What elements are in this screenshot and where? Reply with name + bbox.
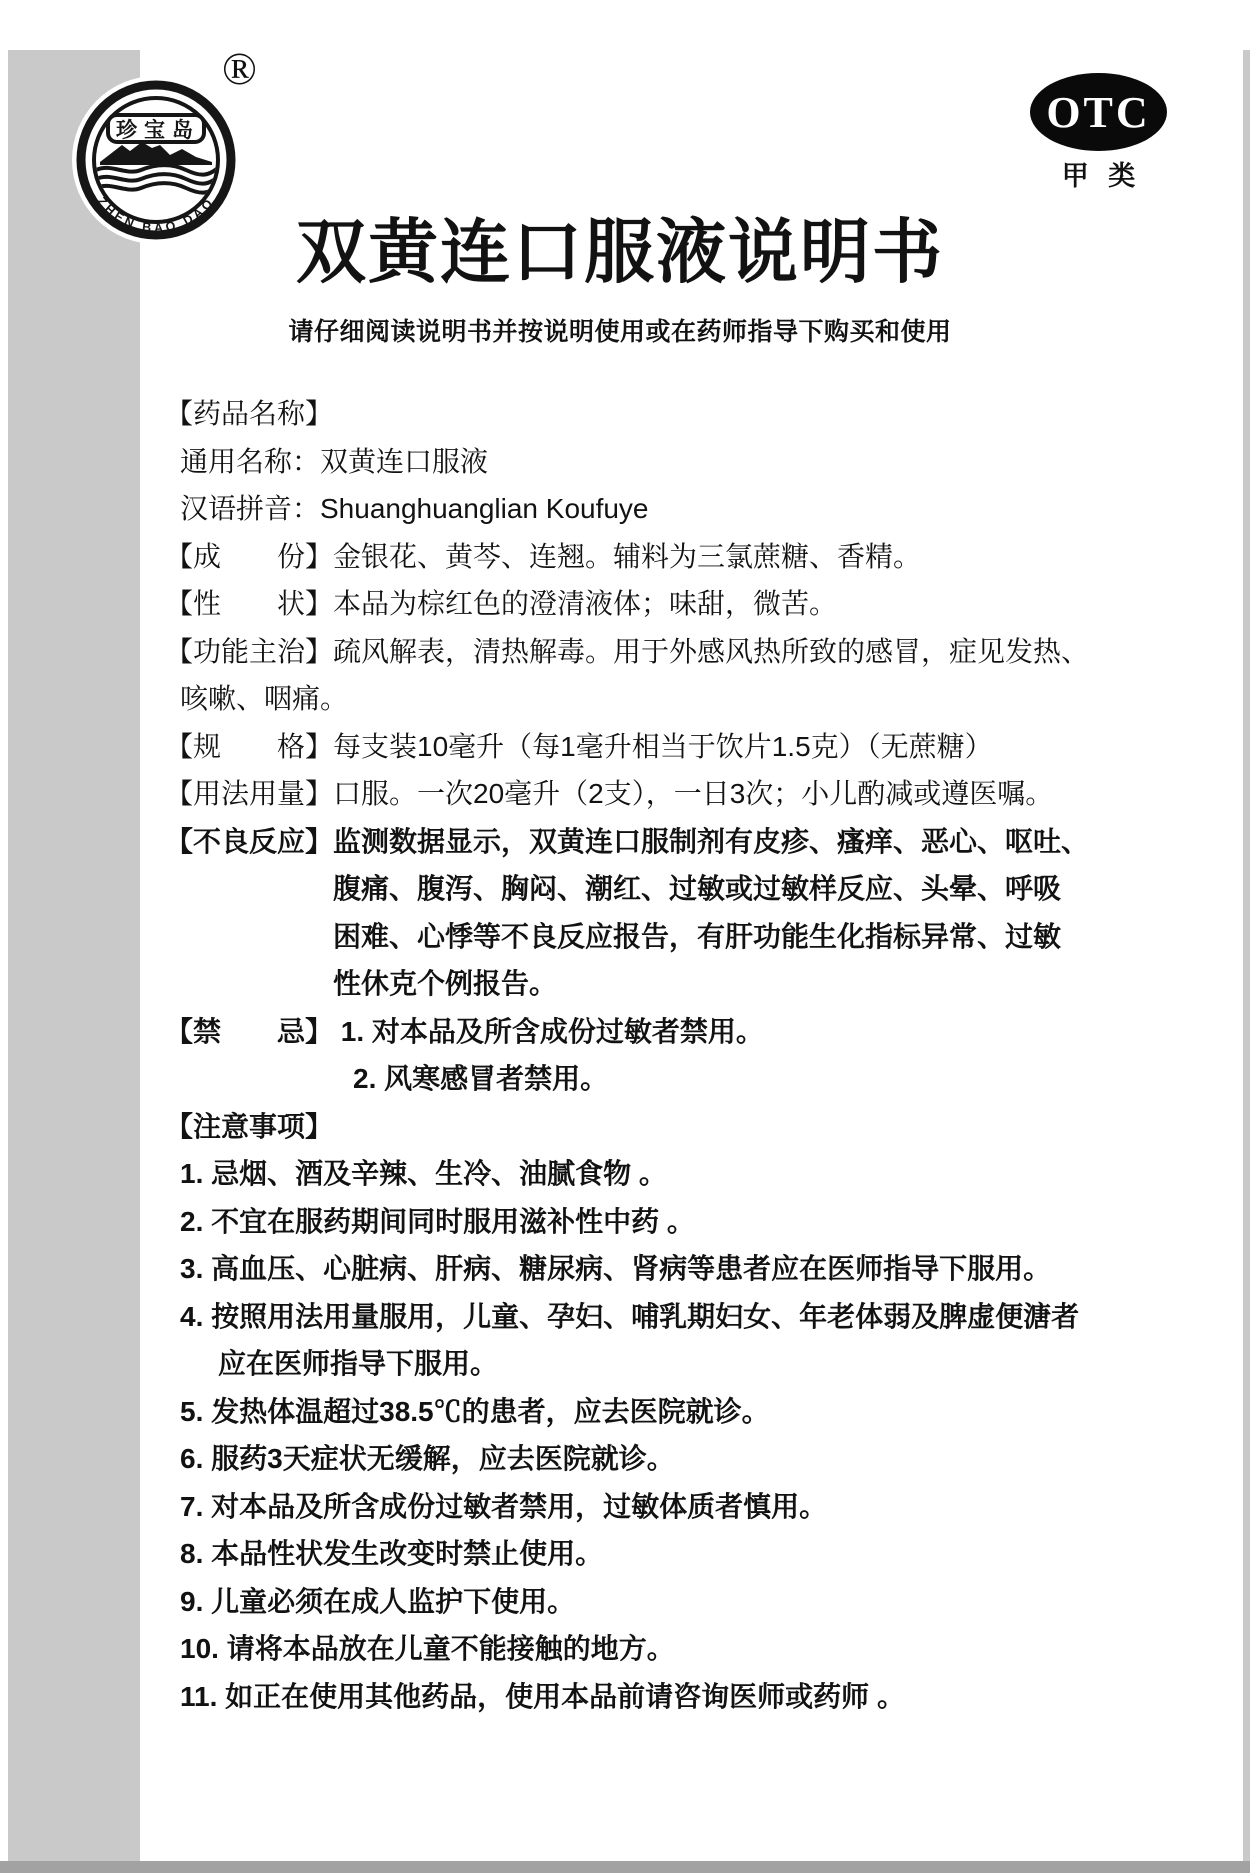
section-precautions: 【注意事项】 (165, 1110, 334, 1142)
precaution-item: 4. 按照用法用量服用，儿童、孕妇、哺乳期妇女、年老体弱及脾虚便溏者 (180, 1300, 1080, 1332)
section-adverse-reactions: 【不良反应】监测数据显示，双黄连口服制剂有皮疹、瘙痒、恶心、呕吐、 (165, 825, 1090, 857)
generic-name-line: 通用名称：双黄连口服液 (180, 445, 489, 477)
adverse-reactions-continuation: 性休克个例报告。 (333, 968, 558, 999)
section-indications: 【功能主治】疏风解表，清热解毒。用于外感风热所致的感冒，症见发热、 (165, 635, 1090, 667)
precaution-item: 7. 对本品及所含成份过敏者禁用，过敏体质者慎用。 (180, 1490, 828, 1522)
precaution-item: 8. 本品性状发生改变时禁止使用。 (180, 1538, 604, 1569)
logo-cn-text: 珍宝岛 (116, 119, 200, 142)
adverse-reactions-continuation: 腹痛、腹泻、胸闷、潮红、过敏或过敏样反应、头晕、呼吸 (333, 873, 1062, 904)
pinyin-line: 汉语拼音：Shuanghuanglian Koufuye (180, 493, 649, 524)
section-character: 【性 状】本品为棕红色的澄清液体；味甜，微苦。 (165, 588, 838, 619)
adverse-reactions-continuation: 困难、心悸等不良反应报告，有肝功能生化指标异常、过敏 (333, 920, 1062, 952)
precaution-item: 1. 忌烟、酒及辛辣、生冷、油腻食物 。 (180, 1158, 667, 1189)
logo-ring-text: ZHEN BAO DAO (94, 194, 218, 236)
section-drug-name: 【药品名称】 (165, 398, 334, 429)
precaution-item: 6. 服药3天症状无缓解，应去医院就诊。 (180, 1443, 675, 1474)
section-ingredients: 【成 份】金银花、黄芩、连翘。辅料为三氯蔗糖、香精。 (165, 540, 922, 572)
precaution-item: 3. 高血压、心脏病、肝病、糖尿病、肾病等患者应在医师指导下服用。 (180, 1253, 1052, 1284)
bottom-gray-bar (0, 1861, 1250, 1873)
precaution-item: 2. 不宜在服药期间同时服用滋补性中药 。 (180, 1205, 695, 1237)
precaution-item: 10. 请将本品放在儿童不能接触的地方。 (180, 1633, 675, 1664)
page-title: 双黄连口服液说明书 (296, 215, 944, 292)
leaflet-body (165, 394, 1089, 1724)
page-subtitle: 请仔细阅读说明书并按说明使用或在药师指导下购买和使用 (288, 318, 952, 346)
otc-class-label: 甲 类 (1061, 161, 1142, 191)
precaution-item: 9. 儿童必须在成人监护下使用。 (180, 1585, 576, 1617)
precaution-item: 5. 发热体温超过38.5℃的患者，应去医院就诊。 (180, 1395, 770, 1427)
right-gray-bar (1243, 50, 1250, 1861)
registered-trademark-icon: ® (222, 43, 257, 94)
otc-badge (1030, 73, 1167, 151)
precaution-item: 11. 如正在使用其他药品，使用本品前请咨询医师或药师 。 (180, 1680, 905, 1712)
section-specification: 【规 格】每支装10毫升（每1毫升相当于饮片1.5克）（无蔗糖） (165, 730, 993, 762)
otc-badge-label: OTC (1046, 87, 1151, 137)
contraindication-item-2: 2. 风寒感冒者禁用。 (353, 1063, 609, 1094)
indications-continuation: 咳嗽、咽痛。 (180, 683, 349, 714)
section-contraindications: 【禁 忌】 1. 对本品及所含成份过敏者禁用。 (165, 1015, 764, 1047)
section-dosage: 【用法用量】口服。一次20毫升（2支），一日3次；小儿酌减或遵医嘱。 (165, 778, 1054, 809)
precaution-item-continuation: 应在医师指导下服用。 (218, 1348, 499, 1379)
